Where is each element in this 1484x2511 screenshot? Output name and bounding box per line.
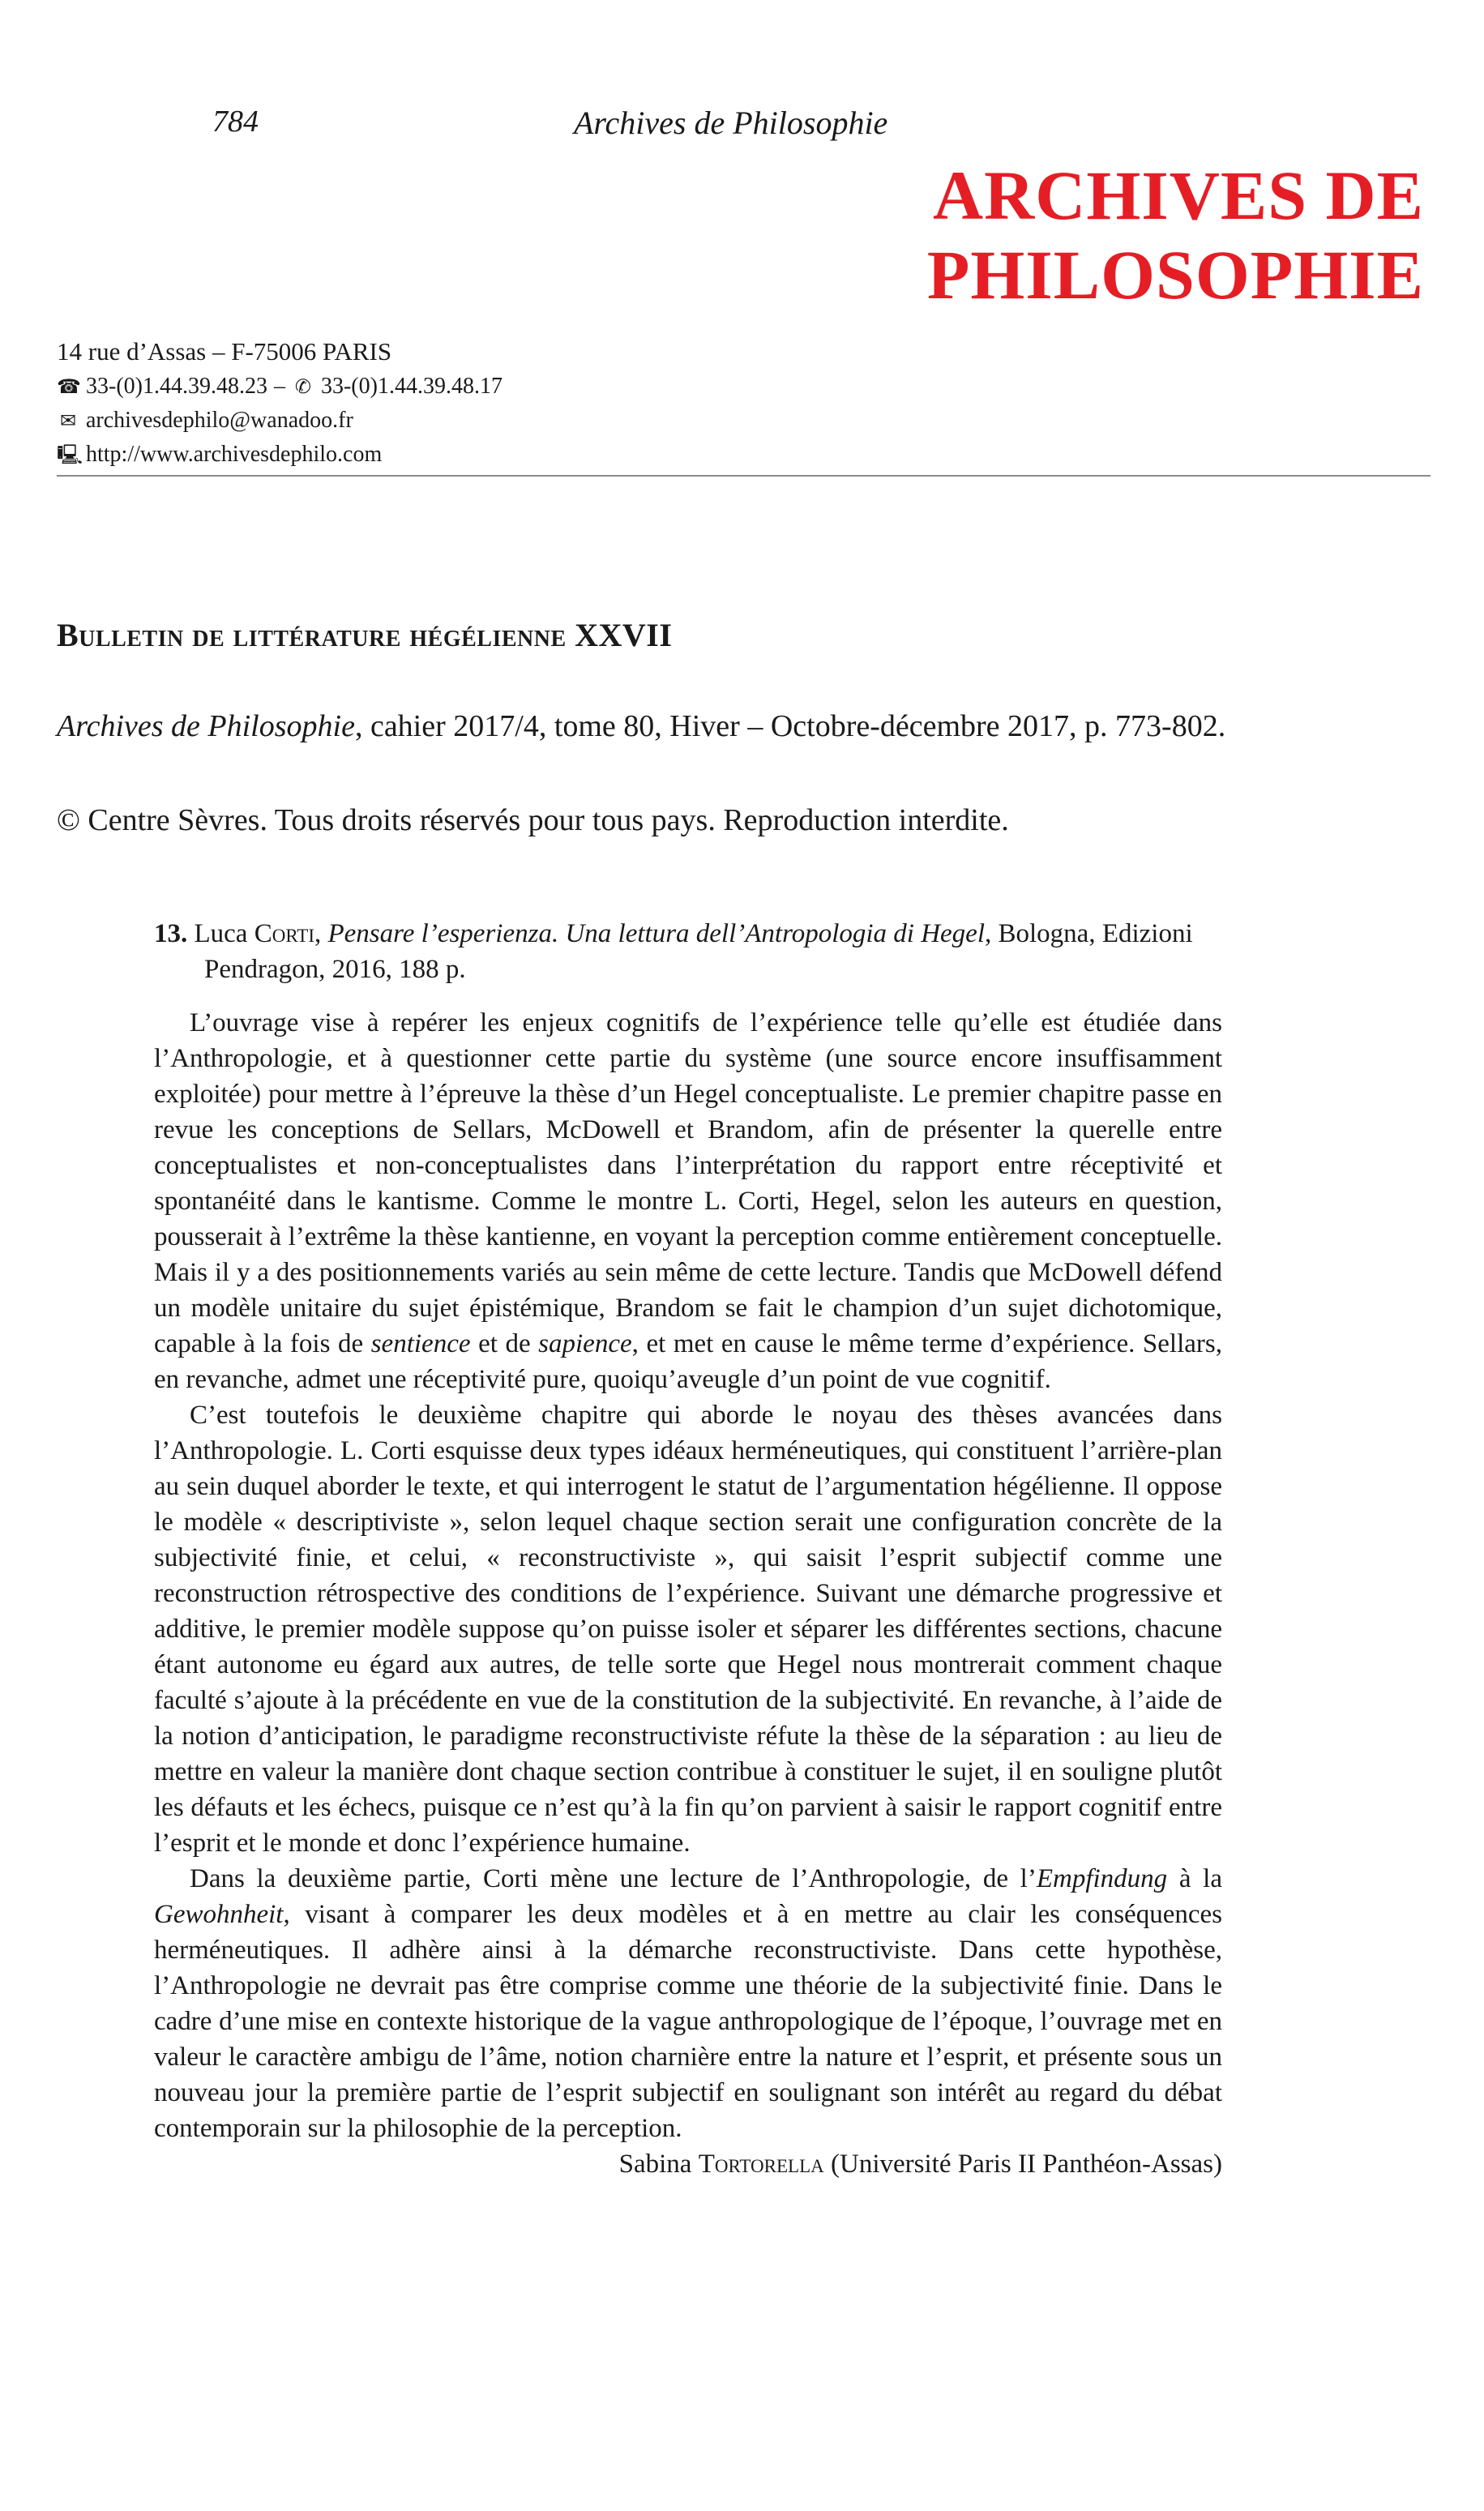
book-title: Pensare l’esperienza. Una lettura dell’Antropologia di Hegel <box>327 919 985 948</box>
fax-number: 33-(0)1.44.39.48.17 <box>320 374 503 399</box>
fax-icon: ✆ <box>294 375 312 398</box>
paragraph-text: , visant à comparer les deux modèles et à en mettre au clair les conséquences herméneutiques. Il adhère ainsi à la démarche reconstructiviste. Dans cette hypothèse, l’Anthropologie ne devrait pas être comprise comme une théorie de la subjectivité finie. Dans le cadre d’une mise en contexte historique de la vague anthropologique de l’époque, l’ouvrage met en valeur le caractère ambigu de l’âme, notion charnière entre la nature et l’esprit, et présente sous un nouveau jour la première partie de l’esprit subjectif en soulignant son intérêt au regard du débat contemporain sur la philosophie de la perception. <box>154 1900 1222 2143</box>
italic-term: sapience <box>538 1329 632 1358</box>
citation-journal: Archives de Philosophie <box>57 709 355 743</box>
publication-details: , Bologna, Edizioni Pendragon, 2016, 188 p. <box>204 919 1193 984</box>
paragraph-text: L’ouvrage vise à repérer les enjeux cognitifs de l’expérience telle qu’elle est étudiée dans l’Anthropologie, et à questionner cette partie du système (une source encore insuffisamment exploitée) pour mettre à l’épreuve la thèse d’un Hegel conceptualiste. Le premier chapitre passe en revue les conceptions de Sellars, McDowell et Brandom, afin de présenter la querelle entre conceptualistes et non-conceptualistes dans l’interprétation du rapport entre réceptivité et spontanéité dans le kantisme. Comme le montre L. Corti, Hegel, selon les auteurs en question, pousserait à l’extrême la thèse kantienne, en voyant la perception comme entièrement conceptuelle. Mais il y a des positionnements variés au sein même de cette lecture. Tandis que McDowell défend un modèle unitaire du sujet épistémique, Brandom se fait le champion d’un sujet dichotomique, capable à la fois de <box>154 1008 1222 1358</box>
reviewer-affiliation: (Université Paris II Panthéon-Assas) <box>831 2150 1222 2179</box>
computer-icon: 🖳 <box>57 443 83 466</box>
email-link[interactable]: archivesdephilo@wanadoo.fr <box>86 408 353 433</box>
phone-fax-separator: – <box>273 374 285 399</box>
review-paragraph-1 <box>154 1005 1222 1397</box>
author-last-name: Corti <box>254 919 314 948</box>
logo-line-1: ARCHIVES DE <box>933 156 1424 234</box>
phone-line <box>57 370 503 404</box>
logo-line-2: PHILOSOPHIE <box>926 236 1424 314</box>
citation-details: , cahier 2017/4, tome 80, Hiver – Octobre-décembre 2017, p. 773-802. <box>354 709 1226 743</box>
reviewer-first-name: Sabina <box>618 2150 692 2179</box>
address: 14 rue d’Assas – F-75006 PARIS <box>57 337 392 366</box>
review-paragraph-3 <box>154 1861 1222 2146</box>
italic-term: sentience <box>370 1329 471 1358</box>
website-line <box>57 438 503 472</box>
citation <box>57 708 1225 744</box>
reviewer-signature <box>154 2146 1222 2182</box>
paragraph-text: à la <box>1167 1864 1222 1893</box>
page-number: 784 <box>212 105 259 139</box>
paragraph-text: C’est toutefois le deuxième chapitre qui aborde le noyau des thèses avancées dans l’Anthropologie. L. Corti esquisse deux types idéaux herméneutiques, qui constituent l’arrière-plan au sein duquel aborder le texte, et qui interrogent le statut de l’argumentation hégélienne. Il oppose le modèle « descriptiviste », selon lequel chaque section serait une configuration concrète de la subjectivité finie, et celui, « reconstructiviste », qui saisit l’esprit subjectif comme une reconstruction rétrospective des conditions de l’expérience. Suivant une démarche progressive et additive, le premier modèle suppose qu’on puisse isoler et séparer les différentes sections, chacune étant autonome eu égard aux autres, de telle sorte que Hegel nous montrerait comment chaque faculté s’ajoute à la précédente en vue de la constitution de la subjectivité. En revanche, à l’aide de la notion d’anticipation, le paradigme reconstructiviste réfute la thèse de la séparation : au lieu de mettre en valeur la manière dont chaque section contribue à constituer le sujet, il en souligne plutôt les défauts et les échecs, puisque ce n’est qu’à la fin qu’on parvient à saisir le rapport cognitif entre l’esprit et le monde et donc l’expérience humaine. <box>154 1401 1222 1858</box>
running-title: Archives de Philosophie <box>574 105 888 141</box>
header-rule <box>57 475 1431 477</box>
reviewer-last-name: Tortorella <box>698 2150 824 2179</box>
italic-term: Gewohnheit <box>154 1900 284 1929</box>
journal-logo <box>927 156 1424 314</box>
entry-number: 13. <box>154 919 188 948</box>
entry-header: 13. Luca Corti, Pensare l’esperienza. Una lettura dell’Antropologia di Hegel, Bologna, Edizioni Pendragon, 2016, 188 p. <box>154 919 1193 984</box>
website-link[interactable]: http://www.archivesdephilo.com <box>86 442 383 467</box>
paragraph-text: , et met en cause le même terme d’expérience. Sellars, en revanche, admet une réceptivité pure, quoiqu’aveugle d’un point de vue cognitif. <box>154 1329 1222 1394</box>
review-paragraph-2 <box>154 1397 1222 1861</box>
paragraph-text: et de <box>470 1329 539 1358</box>
author-first-name: Luca <box>194 919 248 948</box>
phone-number: 33-(0)1.44.39.48.23 <box>86 374 267 399</box>
phone-icon: ☎ <box>57 375 81 398</box>
italic-term: Empfindung <box>1036 1864 1168 1893</box>
envelope-icon: ✉ <box>59 409 77 432</box>
email-line <box>57 404 503 438</box>
book-review <box>154 916 1222 2182</box>
copyright-notice: © Centre Sèvres. Tous droits réservés pour tous pays. Reproduction interdite. <box>57 803 1009 837</box>
contact-block <box>57 334 503 472</box>
bulletin-title: Bulletin de littérature hégélienne XXVII <box>57 617 673 653</box>
paragraph-text: Dans la deuxième partie, Corti mène une lecture de l’Anthropologie, de l’ <box>190 1864 1037 1893</box>
